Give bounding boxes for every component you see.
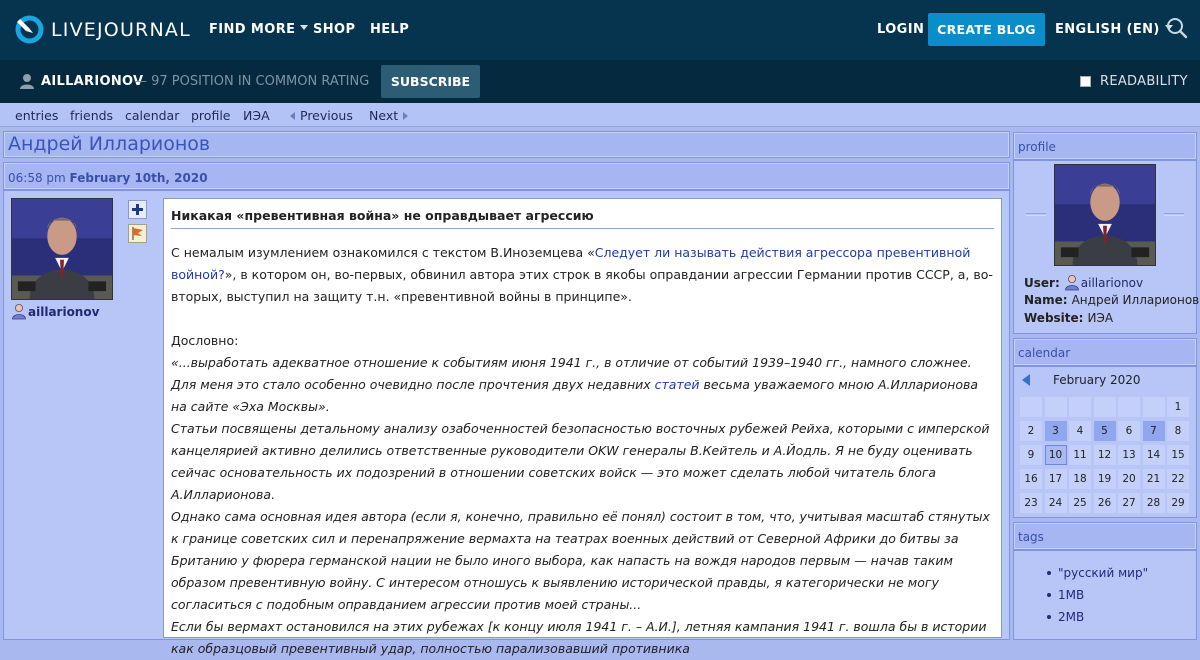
calendar-day: 25 bbox=[1069, 493, 1091, 513]
calendar-day: 15 bbox=[1167, 445, 1189, 465]
nav-help[interactable]: HELP bbox=[370, 22, 410, 37]
calendar-empty-cell bbox=[1045, 397, 1067, 417]
readability-checkbox[interactable] bbox=[1080, 76, 1091, 87]
chevron-down-icon bbox=[300, 25, 308, 30]
divider bbox=[1164, 213, 1184, 216]
profile-website-link[interactable]: ИЭА bbox=[1087, 311, 1114, 325]
journal-title: Андрей Илларионов bbox=[8, 133, 211, 155]
entry-paragraph: Дословно: bbox=[171, 333, 239, 348]
login-link[interactable]: LOGIN bbox=[877, 22, 925, 37]
profile-user bbox=[1024, 274, 1143, 291]
tags-panel-title: tags bbox=[1018, 530, 1044, 544]
journal-nav-friends[interactable]: friends bbox=[70, 108, 114, 123]
calendar-day: 11 bbox=[1069, 445, 1091, 465]
calendar-day[interactable]: 10 bbox=[1045, 445, 1067, 465]
chevron-left-icon bbox=[290, 112, 295, 120]
calendar-day: 4 bbox=[1069, 421, 1091, 441]
calendar-day: 9 bbox=[1020, 445, 1042, 465]
calendar-day: 2 bbox=[1020, 421, 1042, 441]
nav-find-more[interactable] bbox=[209, 22, 308, 37]
calendar-panel-title: calendar bbox=[1018, 346, 1071, 360]
profile-name-value: Андрей Илларионов bbox=[1071, 293, 1200, 307]
profile-name-label: Name: bbox=[1024, 293, 1068, 307]
previous-label: Previous bbox=[300, 108, 353, 123]
calendar-day: 23 bbox=[1020, 493, 1042, 513]
calendar-day: 22 bbox=[1167, 469, 1189, 489]
tags-list bbox=[1058, 566, 1148, 632]
calendar-day[interactable]: 3 bbox=[1045, 421, 1067, 441]
journal-nav-calendar[interactable]: calendar bbox=[125, 108, 180, 123]
calendar-day: 28 bbox=[1143, 493, 1165, 513]
post-time: 06:58 pm bbox=[8, 171, 66, 185]
tag-item[interactable]: "русский мир" bbox=[1058, 566, 1148, 588]
logo-text: LIVEJOURNAL bbox=[51, 18, 191, 41]
calendar-month: February 2020 bbox=[1053, 373, 1141, 387]
profile-website bbox=[1024, 311, 1113, 325]
journal-nav-entries[interactable]: entries bbox=[15, 108, 59, 123]
calendar-day: 8 bbox=[1167, 421, 1189, 441]
calendar-day: 1 bbox=[1167, 397, 1189, 417]
entry-quote-text: весьма уважаемого мною А.Илларионова на сайте «Эха Москвы». bbox=[171, 377, 979, 414]
calendar-empty-cell bbox=[1069, 397, 1091, 417]
user-icon bbox=[19, 73, 35, 90]
create-blog-button[interactable]: CREATE BLOG bbox=[928, 13, 1045, 46]
search-icon[interactable] bbox=[1166, 17, 1188, 39]
calendar-day: 12 bbox=[1094, 445, 1116, 465]
calendar-day: 29 bbox=[1167, 493, 1189, 513]
language-selector[interactable] bbox=[1055, 22, 1173, 37]
entry-paragraph bbox=[171, 242, 996, 308]
calendar-day: 26 bbox=[1094, 493, 1116, 513]
post-date-link[interactable]: February 10th, 2020 bbox=[69, 171, 208, 185]
divider bbox=[1026, 213, 1046, 216]
profile-userpic[interactable] bbox=[1054, 164, 1156, 266]
calendar-day: 6 bbox=[1118, 421, 1140, 441]
livejournal-logo-icon bbox=[15, 15, 44, 44]
lj-user-icon bbox=[1064, 274, 1080, 291]
previous-link[interactable] bbox=[290, 108, 353, 123]
journal-nav-iea[interactable]: ИЭА bbox=[243, 108, 270, 123]
post-author-name: aillarionov bbox=[28, 304, 100, 319]
entry-text bbox=[171, 242, 996, 660]
entry-quote: Если бы вермахт остановился на этих рубежах [к концу июля 1941 г. – А.И.], летняя кампания 1941 г. вошла бы в истории как образцовый превентивный удар, полностью парализовавший противника bbox=[171, 619, 987, 656]
calendar-prev-icon[interactable] bbox=[1022, 374, 1030, 386]
calendar-empty-cell bbox=[1143, 397, 1165, 417]
post-author[interactable] bbox=[11, 303, 99, 320]
journal-rating: — 97 POSITION IN COMMON RATING bbox=[134, 74, 370, 89]
calendar-day: 14 bbox=[1143, 445, 1165, 465]
calendar-day: 21 bbox=[1143, 469, 1165, 489]
entry-paragraph-text: С немалым изумлением ознакомился с текстом В.Иноземцева « bbox=[171, 245, 595, 260]
calendar-empty-cell bbox=[1118, 397, 1140, 417]
inozemtsev-article-link[interactable]: Следует ли называть действия агрессора превентивной войной? bbox=[171, 245, 971, 282]
nav-find-more-label: FIND MORE bbox=[209, 22, 296, 37]
calendar-empty-cell bbox=[1094, 397, 1116, 417]
calendar-day: 24 bbox=[1045, 493, 1067, 513]
chevron-right-icon bbox=[403, 112, 408, 120]
flag-icon[interactable] bbox=[128, 224, 147, 243]
profile-user-label: User: bbox=[1024, 275, 1060, 290]
calendar-day[interactable]: 5 bbox=[1094, 421, 1116, 441]
next-link[interactable] bbox=[369, 108, 408, 123]
lj-user-icon bbox=[11, 303, 27, 320]
nav-shop[interactable]: SHOP bbox=[313, 22, 356, 37]
tag-item[interactable]: 2MB bbox=[1058, 610, 1148, 632]
subscribe-button[interactable]: SUBSCRIBE bbox=[381, 65, 480, 98]
calendar-day[interactable]: 7 bbox=[1143, 421, 1165, 441]
readability-label: READABILITY bbox=[1100, 74, 1188, 89]
livejournal-logo[interactable] bbox=[15, 15, 191, 44]
calendar-day: 17 bbox=[1045, 469, 1067, 489]
articles-link[interactable]: статей bbox=[654, 377, 700, 392]
calendar-day: 20 bbox=[1118, 469, 1140, 489]
profile-user-link[interactable]: aillarionov bbox=[1080, 275, 1144, 290]
profile-name bbox=[1024, 293, 1199, 307]
calendar-day: 27 bbox=[1118, 493, 1140, 513]
calendar-day: 19 bbox=[1094, 469, 1116, 489]
language-label: ENGLISH (EN) bbox=[1055, 22, 1160, 37]
tag-item[interactable]: 1MB bbox=[1058, 588, 1148, 610]
journal-nav-bar bbox=[0, 103, 1200, 127]
entry-spacer bbox=[171, 308, 996, 330]
calendar-day: 16 bbox=[1020, 469, 1042, 489]
profile-panel-title: profile bbox=[1018, 140, 1056, 154]
entry-quote-text: «...выработать адекватное отношение к событиям июня 1941 г., в отличие от событий 1939–1940 гг., намного сложнее. Для меня это стало особенно очевидно после прочтения двух недавних bbox=[171, 355, 972, 392]
profile-website-label: Website: bbox=[1024, 311, 1084, 325]
calendar-day: 18 bbox=[1069, 469, 1091, 489]
entry-quote: Статьи посвящены детальному анализу озабоченностей безопасностью восточных рубежей Рейха, которыми с имперской канцелярией активно делились ответственные руководители OKW генералы В.Кейтель и А.Йодль. Я не буду оценивать сейчас основательность их подозрений в отношении советских войск — это может сделать любой читатель блога А.Илларионова. bbox=[171, 421, 990, 502]
next-label: Next bbox=[369, 108, 399, 123]
calendar-empty-cell bbox=[1020, 397, 1042, 417]
userpic-image[interactable] bbox=[11, 198, 113, 300]
journal-nav-profile[interactable]: profile bbox=[191, 108, 231, 123]
add-friend-icon[interactable] bbox=[128, 200, 147, 219]
entry-quote: Однако сама основная идея автора (если я, конечно, правильно её понял) состоит в том, что, учитывая масштаб стянутых к границе советских сил и перенапряжение вермахта на театрах военных действий от Северной Африки до битвы за Британию у фюрера германской нации не было иного выбора, как напасть на вождя народов первым — начав таким образом превентивную войну. С интересом отношусь к выявлению исторической правды, я категорически не могу согласиться с подобным оправданием агрессии против моей страны... bbox=[171, 509, 990, 612]
readability-toggle[interactable] bbox=[1080, 74, 1188, 89]
entry-title-divider bbox=[171, 228, 994, 229]
entry-title: Никакая «превентивная война» не оправдывает агрессию bbox=[171, 208, 594, 223]
post-date bbox=[8, 171, 208, 185]
entry-paragraph-text: », в котором он, во-первых, обвинил автора этих строк в якобы оправдании агрессии Германии против СССР, а, во-вторых, выступил на защиту т.н. «превентивной войны в принципе». bbox=[171, 267, 993, 304]
entry-quote bbox=[171, 352, 996, 418]
calendar-day: 13 bbox=[1118, 445, 1140, 465]
journal-name-link[interactable]: AILLARIONOV bbox=[41, 74, 144, 89]
